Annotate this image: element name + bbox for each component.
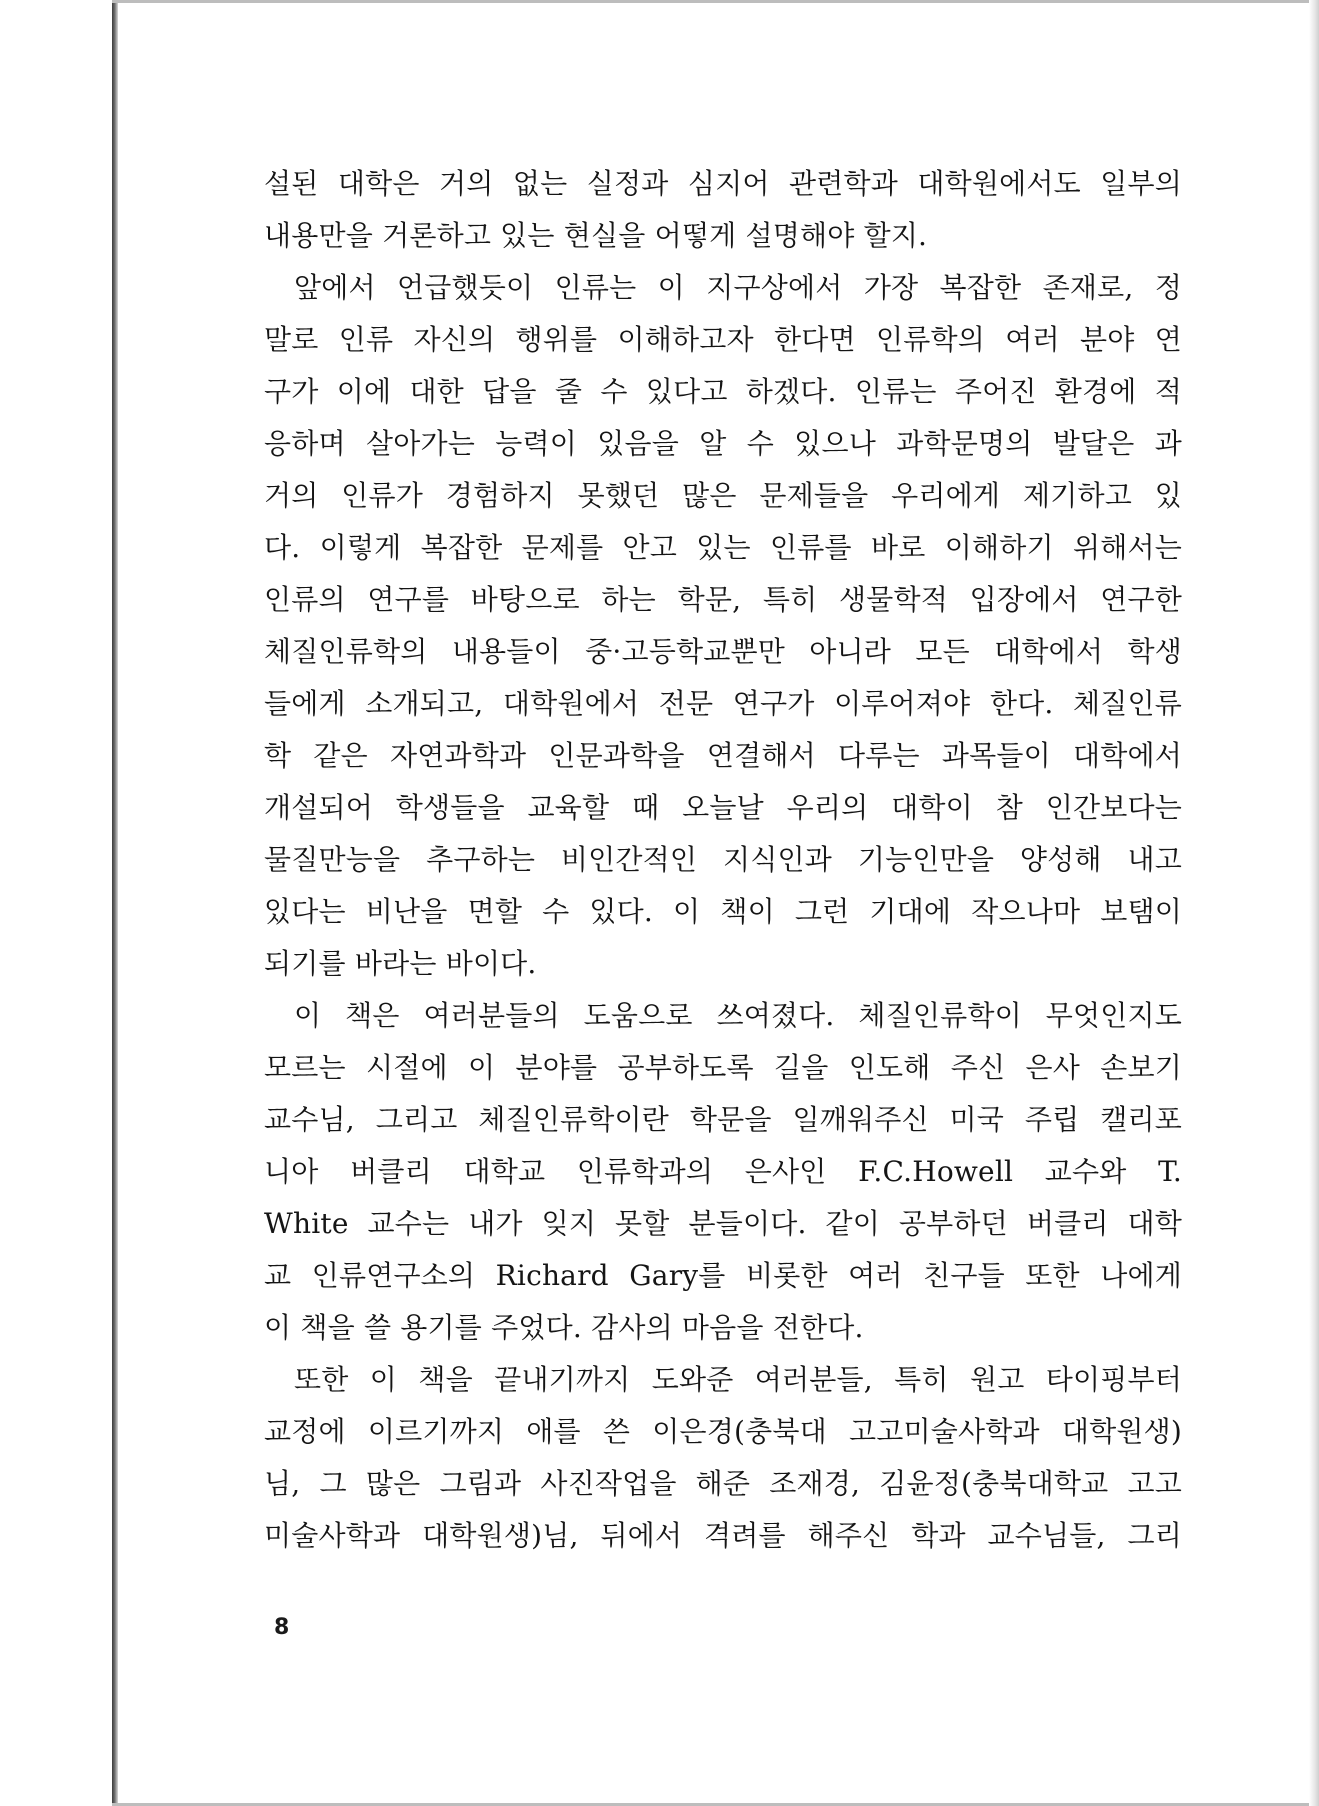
text-line: 말로 인류 자신의 행위를 이해하고자 한다면 인류학의 여러 분야 연: [264, 323, 1182, 356]
text-line: 거의 인류가 경험하지 못했던 많은 문제들을 우리에게 제기하고 있: [264, 479, 1182, 512]
text-line: 님, 그 많은 그림과 사진작업을 해준 조재경, 김윤정(충북대학교 고고: [264, 1467, 1182, 1500]
text-line: 물질만능을 추구하는 비인간적인 지식인과 기능인만을 양성해 내고: [264, 843, 1182, 876]
text-line: 교 인류연구소의 Richard Gary를 비롯한 여러 친구들 또한 나에게: [264, 1259, 1182, 1292]
text-line: 설된 대학은 거의 없는 실정과 심지어 관련학과 대학원에서도 일부의: [264, 167, 1182, 200]
text-line: 내용만을 거론하고 있는 현실을 어떻게 설명해야 할지.: [264, 219, 928, 252]
body-text: [264, 158, 1182, 1562]
page-top-border: [112, 0, 1319, 3]
text-line: 개설되어 학생들을 교육할 때 오늘날 우리의 대학이 참 인간보다는: [264, 791, 1182, 824]
page-number: 8: [274, 1615, 290, 1640]
text-line: 있다는 비난을 면할 수 있다. 이 책이 그런 기대에 작으나마 보탬이: [264, 895, 1182, 928]
text-line: 학 같은 자연과학과 인문과학을 연결해서 다루는 과목들이 대학에서: [264, 739, 1182, 772]
text-line: 체질인류학의 내용들이 중·고등학교뿐만 아니라 모든 대학에서 학생: [264, 635, 1182, 668]
text-line: 교수님, 그리고 체질인류학이란 학문을 일깨워주신 미국 주립 캘리포: [264, 1103, 1182, 1136]
text-line: 니아 버클리 대학교 인류학과의 은사인 F.C.Howell 교수와 T.: [264, 1155, 1182, 1188]
text-line: 응하며 살아가는 능력이 있음을 알 수 있으나 과학문명의 발달은 과: [264, 427, 1182, 460]
text-line: 구가 이에 대한 답을 줄 수 있다고 하겠다. 인류는 주어진 환경에 적: [264, 375, 1182, 408]
text-line: 이 책은 여러분들의 도움으로 쓰여졌다. 체질인류학이 무엇인지도: [294, 999, 1182, 1032]
text-line: 들에게 소개되고, 대학원에서 전문 연구가 이루어져야 한다. 체질인류: [264, 687, 1182, 720]
text-line: 앞에서 언급했듯이 인류는 이 지구상에서 가장 복잡한 존재로, 정: [294, 271, 1182, 304]
text-line: 교정에 이르기까지 애를 쓴 이은경(충북대 고고미술사학과 대학원생): [264, 1415, 1182, 1448]
text-line: White 교수는 내가 잊지 못할 분들이다. 같이 공부하던 버클리 대학: [264, 1207, 1182, 1240]
text-line: 이 책을 쓸 용기를 주었다. 감사의 마음을 전한다.: [264, 1311, 864, 1344]
text-line: 미술사학과 대학원생)님, 뒤에서 격려를 해주신 학과 교수님들, 그리: [264, 1519, 1182, 1552]
page-right-shadow: [1309, 0, 1319, 1806]
text-line: 다. 이렇게 복잡한 문제를 안고 있는 인류를 바로 이해하기 위해서는: [264, 531, 1182, 564]
text-line: 되기를 바라는 바이다.: [264, 947, 537, 980]
left-margin: [0, 0, 112, 1806]
text-line: 또한 이 책을 끝내기까지 도와준 여러분들, 특히 원고 타이핑부터: [294, 1363, 1182, 1396]
text-line: 인류의 연구를 바탕으로 하는 학문, 특히 생물학적 입장에서 연구한: [264, 583, 1182, 616]
text-line: 모르는 시절에 이 분야를 공부하도록 길을 인도해 주신 은사 손보기: [264, 1051, 1182, 1084]
page-left-border: [112, 0, 118, 1806]
